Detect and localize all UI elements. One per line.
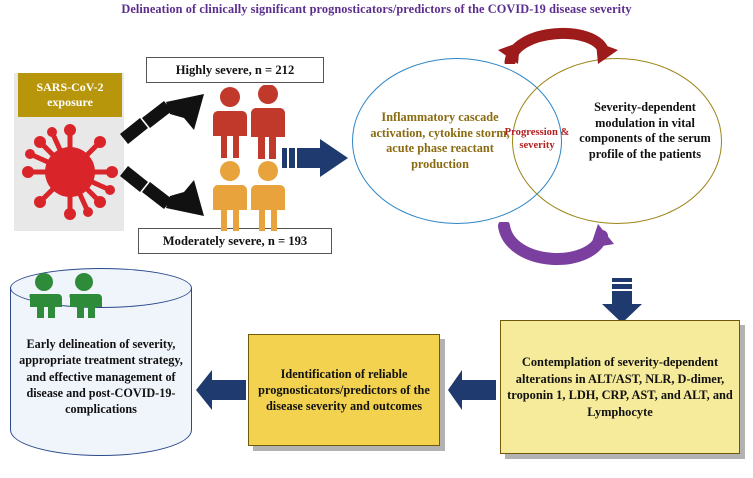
block-arrow-left-navy-2 [196, 368, 246, 412]
people-pair-icon-orange [208, 160, 292, 232]
exposure-label: SARS-CoV-2 exposure [18, 73, 122, 117]
block-arrow-down-right [120, 166, 204, 216]
outcome-text: Early delineation of severity, appropriate treatment strategy, and effective management of disease and post-COVID-19-complications [19, 337, 183, 417]
label-moderately-severe: Moderately severe, n = 193 [138, 228, 332, 254]
block-arrow-up-right [118, 92, 214, 232]
curved-arrow-red [498, 18, 618, 64]
block-arrow-left-navy-1 [448, 368, 496, 412]
coronavirus-icon [18, 120, 122, 224]
people-pair-green-icon [22, 272, 108, 318]
curved-arrow-purple [494, 222, 618, 278]
page-title: Delineation of clinically significant prognosticators/predictors of the COVID-19 disease severity [121, 2, 632, 16]
people-pair-icon-red [208, 85, 292, 159]
box-identification: Identification of reliable prognosticators/predictors of the disease severity and outcomes [248, 334, 440, 446]
box-contemplation: Contemplation of severity-dependent alterations in ALT/AST, NLR, D-dimer, troponin 1, LDH, CRP, AST, and ALT, and Lymphocyte [500, 320, 740, 454]
block-arrow-right-navy [282, 138, 350, 180]
venn-left-text: Inflammatory cascade activation, cytokine storm, acute phase reactant production [370, 110, 510, 171]
block-arrow-down-navy [600, 278, 644, 324]
venn-center-text: Progression & severity [504, 127, 570, 151]
label-highly-severe: Highly severe, n = 212 [146, 57, 324, 83]
venn-right-text: Severity-dependent modulation in vital components of the serum profile of the patients [579, 100, 711, 161]
